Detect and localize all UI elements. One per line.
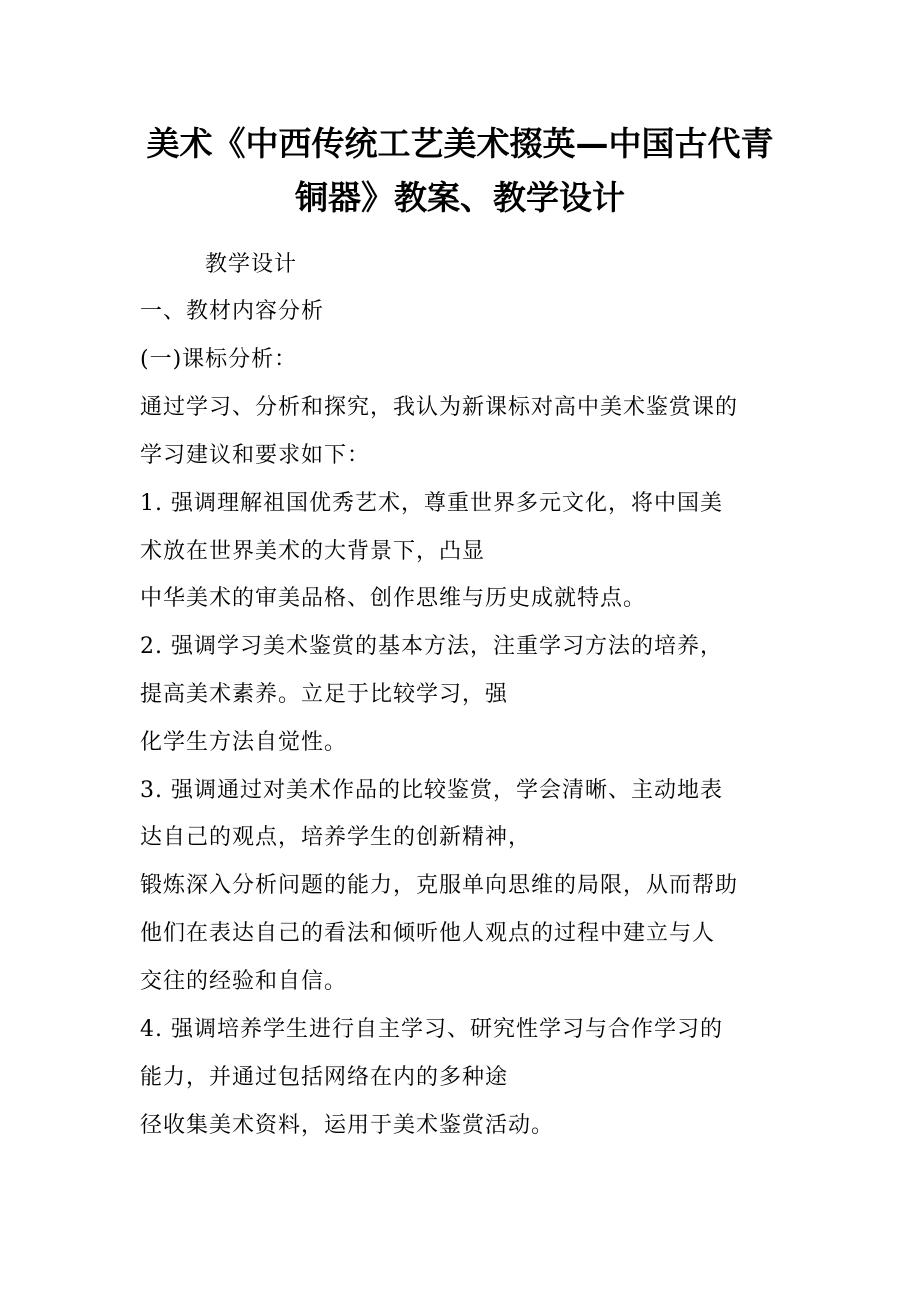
item-3-line-5: 交往的经验和自信。 <box>140 969 348 994</box>
item-4-line-2: 能力，并通过包括网络在内的多种途 <box>140 1065 509 1090</box>
document-title-line-1: 美术《中西传统工艺美术掇英—中国古代青 <box>146 124 774 163</box>
intro-line-2: 学习建议和要求如下： <box>140 443 371 468</box>
subtitle: 教学设计 <box>205 252 298 277</box>
item-2-line-1: 2. 强调学习美术鉴赏的基本方法，注重学习方法的培养， <box>140 634 723 659</box>
document-title-line-2: 铜器》教案、教学设计 <box>295 178 625 217</box>
item-4-line-1: 4. 强调培养学生进行自主学习、研究性学习与合作学习的 <box>140 1017 723 1042</box>
item-3-line-2: 达自己的观点，培养学生的创新精神， <box>140 825 532 850</box>
item-3-line-4: 他们在表达自己的看法和倾听他人观点的过程中建立与人 <box>140 921 716 946</box>
item-1-line-2: 术放在世界美术的大背景下，凸显 <box>140 539 486 564</box>
item-4-line-3: 径收集美术资料，运用于美术鉴赏活动。 <box>140 1113 555 1138</box>
item-1-line-1: 1. 强调理解祖国优秀艺术，尊重世界多元文化，将中国美 <box>140 491 723 516</box>
item-3-line-3: 锻炼深入分析问题的能力，克服单向思维的局限，从而帮助 <box>140 873 739 898</box>
item-2-line-2: 提高美术素养。立足于比较学习，强 <box>140 682 509 707</box>
intro-line-1: 通过学习、分析和探究，我认为新课标对高中美术鉴赏课的 <box>140 395 739 420</box>
item-1-line-3: 中华美术的审美品格、创作思维与历史成就特点。 <box>140 586 647 611</box>
item-2-line-3: 化学生方法自觉性。 <box>140 730 348 755</box>
section-heading: 一、教材内容分析 <box>140 299 325 324</box>
subsection-heading: (一)课标分析： <box>140 347 298 372</box>
item-3-line-1: 3. 强调通过对美术作品的比较鉴赏，学会清晰、主动地表 <box>140 778 723 803</box>
